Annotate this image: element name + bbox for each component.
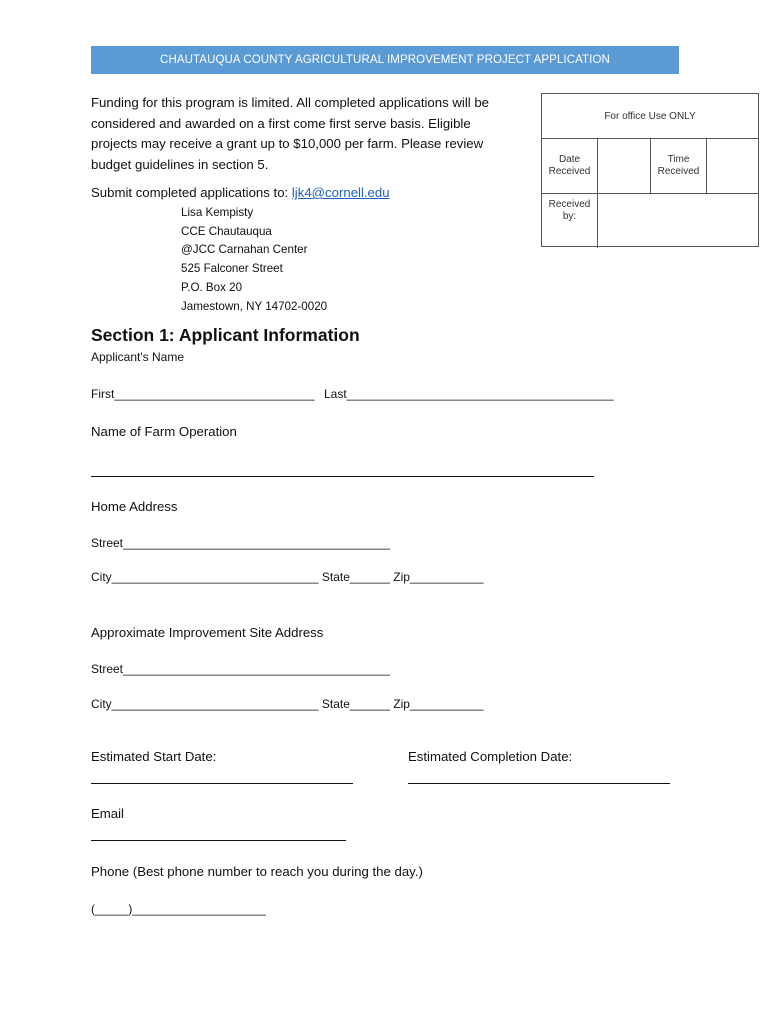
- address-line: @JCC Carnahan Center: [181, 243, 308, 257]
- office-received-row: [542, 138, 758, 194]
- phone-label: Phone (Best phone number to reach you during the day.): [91, 864, 423, 879]
- intro-line: budget guidelines in section 5.: [91, 156, 269, 172]
- intro-paragraph: [91, 93, 521, 175]
- address-line: P.O. Box 20: [181, 280, 243, 294]
- intro-line: projects may receive a grant up to $10,000 per farm. Please review: [91, 136, 484, 151]
- submit-label: Submit completed applications to:: [91, 185, 289, 200]
- site-street-field[interactable]: Street________________________________________: [91, 662, 390, 676]
- office-use-box: [541, 93, 759, 247]
- first-name-field[interactable]: First______________________________: [91, 387, 315, 401]
- start-date-label: Estimated Start Date:: [91, 749, 217, 764]
- home-street-field[interactable]: Street________________________________________: [91, 536, 390, 550]
- email-label: Email: [91, 806, 124, 821]
- intro-line: considered and awarded on a first come first serve basis. Eligible: [91, 115, 471, 131]
- farm-operation-label: Name of Farm Operation: [91, 424, 237, 439]
- phone-field[interactable]: (_____)____________________: [91, 902, 266, 916]
- address-line: Lisa Kempisty: [181, 206, 254, 219]
- date-received-label: Date Received: [548, 153, 591, 177]
- address-line: Jamestown, NY 14702-0020: [181, 299, 328, 313]
- mailing-address: [181, 204, 327, 316]
- section-1-title: Section 1: Applicant Information: [91, 325, 360, 345]
- submit-instructions: [91, 184, 390, 202]
- site-city-state-zip-field[interactable]: City_______________________________ State______ Zip___________: [91, 697, 484, 711]
- home-city-state-zip-field[interactable]: City_______________________________ State______ Zip___________: [91, 570, 484, 584]
- time-received-field[interactable]: [707, 138, 759, 193]
- received-by-label: Received by:: [548, 199, 591, 222]
- office-use-title: For office Use ONLY: [542, 94, 758, 139]
- office-received-by-row: [542, 193, 758, 248]
- submit-email-link[interactable]: ljk4@cornell.edu: [291, 185, 390, 200]
- time-received-label: Time Received: [657, 153, 700, 177]
- home-address-label: Home Address: [91, 499, 178, 514]
- address-line: 525 Falconer Street: [181, 262, 283, 276]
- completion-date-field[interactable]: [408, 783, 670, 784]
- applicant-name-label: Applicant's Name: [91, 350, 184, 364]
- site-address-label: Approximate Improvement Site Address: [91, 625, 324, 640]
- completion-date-label: Estimated Completion Date:: [408, 749, 573, 764]
- start-date-field[interactable]: [91, 783, 353, 784]
- received-by-field[interactable]: [598, 193, 759, 248]
- farm-operation-field[interactable]: [91, 476, 594, 477]
- intro-line: Funding for this program is limited. All completed applications will be: [91, 95, 490, 110]
- email-field[interactable]: [91, 840, 346, 841]
- date-received-field[interactable]: [598, 138, 650, 193]
- form-banner: CHAUTAUQUA COUNTY AGRICULTURAL IMPROVEMENT PROJECT APPLICATION: [91, 46, 679, 74]
- last-name-field[interactable]: Last________________________________________: [324, 387, 614, 401]
- address-line: CCE Chautauqua: [181, 224, 272, 238]
